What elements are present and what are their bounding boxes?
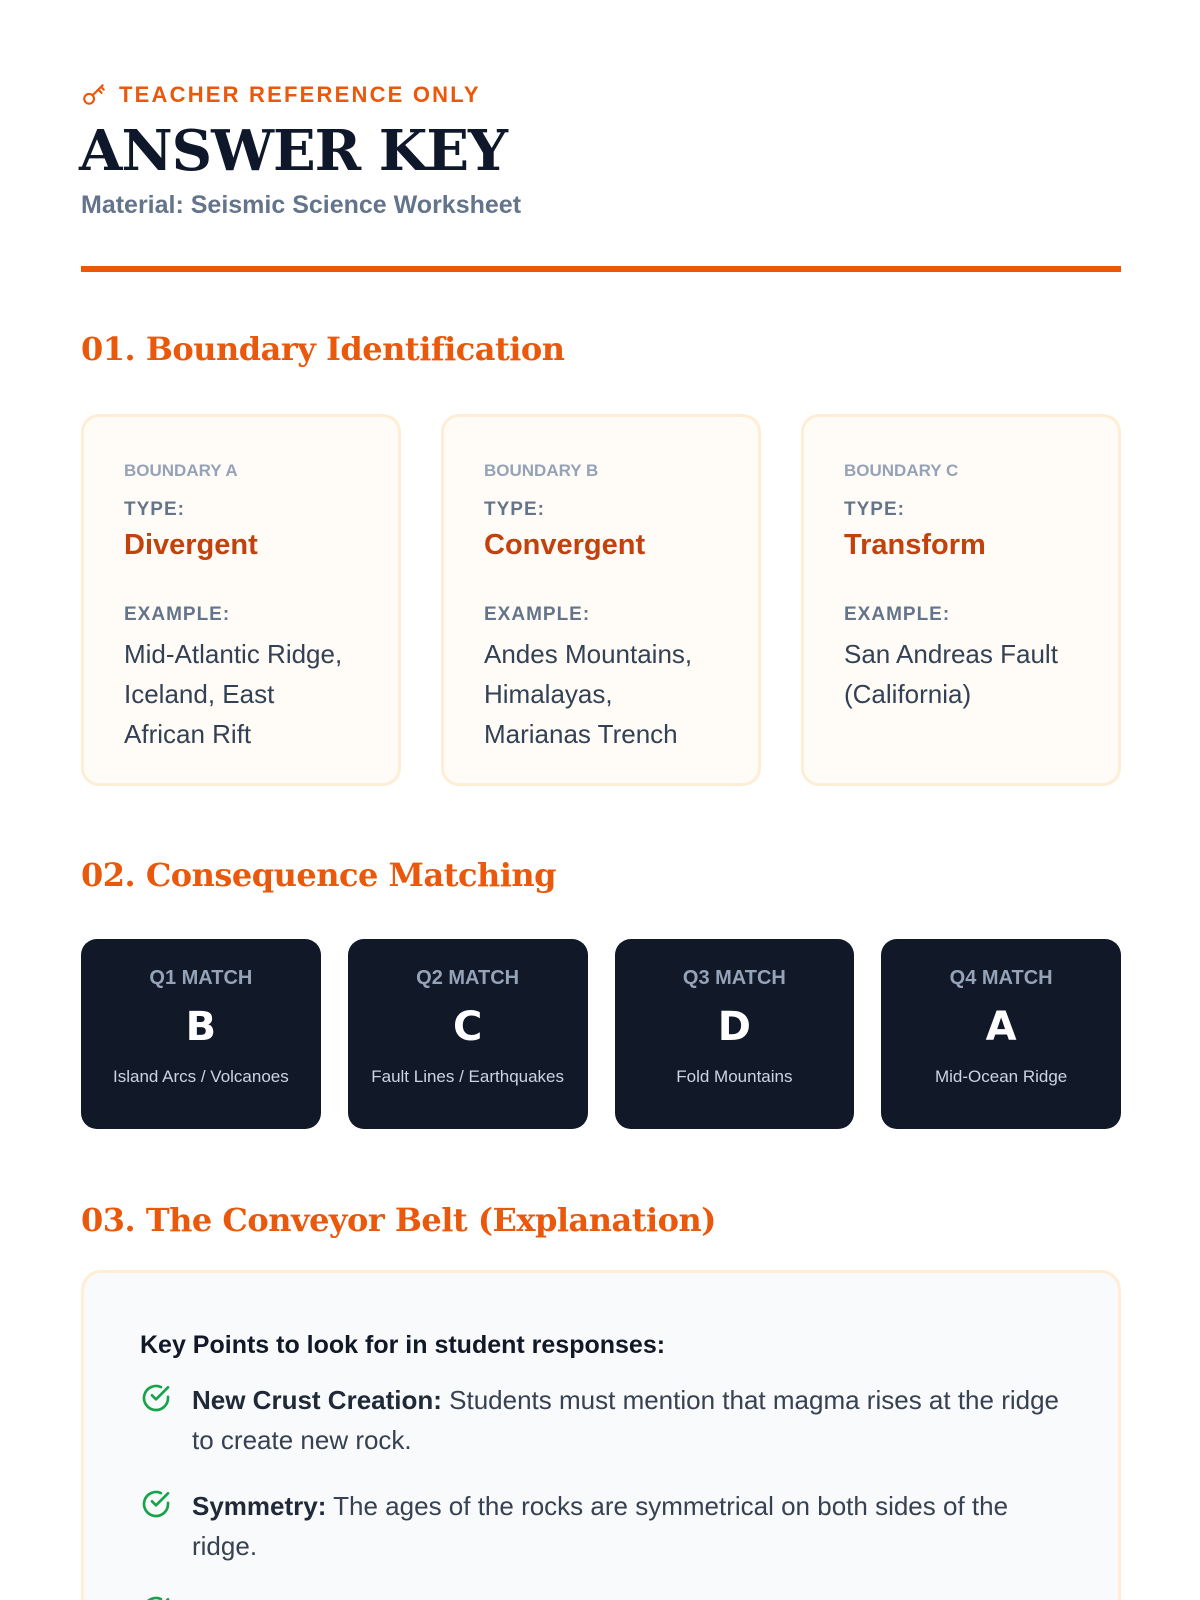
match-question: Q4 MATCH	[949, 967, 1053, 989]
boundary-example: Andes Mountains, Himalayas, Marianas Trench	[484, 639, 693, 749]
key-point-item	[140, 1486, 1062, 1566]
type-label: TYPE:	[124, 499, 185, 520]
page-subtitle: Material: Seismic Science Worksheet	[81, 191, 522, 219]
explanation-box	[81, 1270, 1121, 1600]
check-circle-icon	[140, 1594, 172, 1600]
boundary-name: BOUNDARY A	[124, 461, 238, 480]
match-description: Island Arcs / Volcanoes	[112, 1067, 289, 1086]
boundary-type: Divergent	[124, 529, 258, 561]
header-divider	[81, 266, 1121, 272]
key-point-body: The ages of the rocks are symmetrical on both sides of the ridge.	[192, 1491, 1009, 1561]
key-point-text	[192, 1486, 1062, 1566]
section-title-conveyor-belt: 03. The Conveyor Belt (Explanation)	[81, 1201, 716, 1239]
section-title-boundary-identification: 01. Boundary Identification	[81, 330, 565, 368]
boundary-example: Mid-Atlantic Ridge, Iceland, East African Rift	[124, 639, 343, 749]
match-card-q4	[881, 939, 1121, 1129]
boundary-cards	[81, 414, 1121, 786]
boundary-card-a	[81, 414, 401, 786]
key-icon	[81, 82, 107, 108]
example-label: EXAMPLE:	[844, 604, 951, 625]
boundary-card-c	[801, 414, 1121, 786]
match-question: Q1 MATCH	[149, 967, 253, 989]
boundary-type: Transform	[844, 529, 986, 561]
match-card-q2	[348, 939, 588, 1129]
page-title: ANSWER KEY	[79, 118, 508, 184]
match-cards	[81, 939, 1121, 1129]
match-letter: B	[185, 1004, 217, 1050]
example-label: EXAMPLE:	[484, 604, 591, 625]
key-point-text	[192, 1380, 1062, 1460]
match-question: Q2 MATCH	[416, 967, 520, 989]
eyebrow-label: TEACHER REFERENCE ONLY	[119, 82, 481, 107]
key-point-term: Symmetry:	[192, 1491, 327, 1521]
key-point-body: Students must mention that magma rises at the ridge to create new rock.	[192, 1385, 1060, 1455]
match-description: Fault Lines / Earthquakes	[371, 1067, 565, 1086]
key-point-item	[140, 1380, 1062, 1460]
section-title-consequence-matching: 02. Consequence Matching	[81, 856, 556, 894]
match-card-q3	[615, 939, 855, 1129]
match-letter: C	[452, 1004, 483, 1050]
match-question: Q3 MATCH	[682, 967, 786, 989]
check-circle-icon	[140, 1382, 172, 1419]
match-description: Mid-Ocean Ridge	[934, 1067, 1068, 1086]
boundary-name: BOUNDARY C	[844, 461, 959, 480]
match-letter: A	[985, 1004, 1017, 1050]
example-label: EXAMPLE:	[124, 604, 231, 625]
type-label: TYPE:	[484, 499, 545, 520]
match-card-q1	[81, 939, 321, 1129]
boundary-card-b	[441, 414, 761, 786]
key-point-item-partial	[140, 1592, 1062, 1600]
match-letter: D	[717, 1004, 751, 1050]
boundary-name: BOUNDARY B	[484, 461, 599, 480]
match-description: Fold Mountains	[676, 1067, 793, 1086]
key-point-term: New Crust Creation:	[192, 1385, 442, 1415]
boundary-type: Convergent	[484, 529, 646, 561]
type-label: TYPE:	[844, 499, 905, 520]
key-points-heading: Key Points to look for in student responses:	[140, 1331, 666, 1359]
check-circle-icon	[140, 1488, 172, 1525]
eyebrow	[81, 82, 481, 108]
boundary-example: San Andreas Fault (California)	[844, 639, 1058, 709]
